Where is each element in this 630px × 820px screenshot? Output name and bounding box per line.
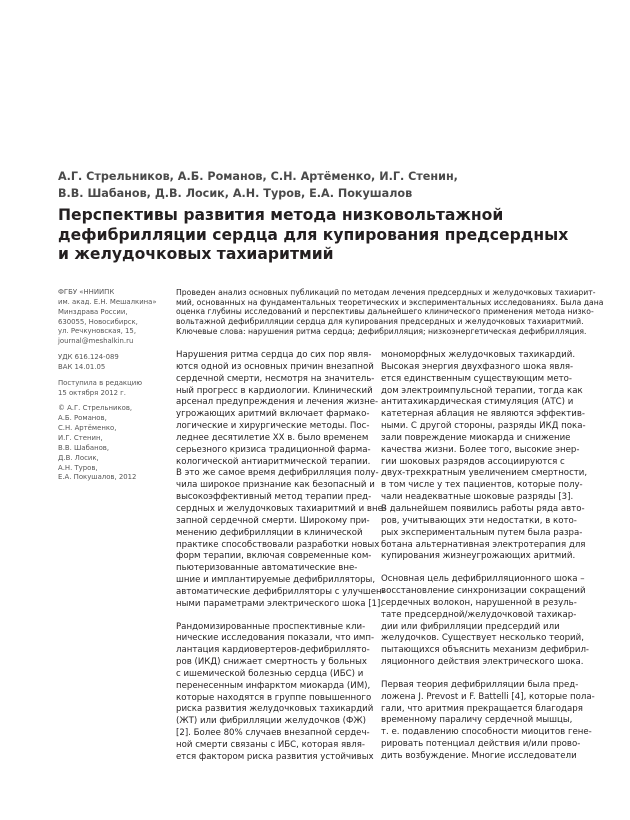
body-text-line: желудочков. Существует несколько теорий, [381,633,584,644]
body-text-line: ными параметрами электрического шока [1]. [176,598,384,609]
udc-code: УДК 616.124-089 [58,353,119,362]
body-text-line: шние и имплантируемые дефибрилляторы, [176,575,376,586]
author-line: В.В. Шабанов, Д.В. Лосик, А.Н. Туров, Е.А. Покушалов [58,187,413,200]
article-sidebar [58,288,158,489]
body-text-line: восстановление синхронизации сокращений [381,586,586,597]
classification-codes [58,353,158,373]
body-text-line: гали, что аритмия прекращается благодаря [381,703,583,714]
title-line: и желудочковых тахиаритмий [58,245,334,263]
received-line: Поступила в редакцию [58,378,143,387]
body-text-line: ляционного действия электрического шока. [381,657,584,668]
body-text-line: ложена J. Prevost и F. Battelli [4], которые пола- [381,691,595,702]
body-text-line: с ишемической болезнью сердца (ИБС) и [176,668,364,679]
title-line: дефибрилляции сердца для купирования предсердных [58,225,569,244]
body-text-line: антитахикардическая стимуляция (АТС) и [381,397,574,408]
body-text-line: риска развития желудочковых тахикардий [176,704,374,715]
copyright-line: Д.В. Лосик, [58,453,99,462]
body-text-line: гии шоковых разрядов ассоциируются с [381,456,565,467]
body-text-line: Рандомизированные проспективные кли- [176,621,366,632]
body-text-line: ной смерти связаны с ИБС, которая явля- [176,740,365,750]
body-text-line: пытающихся объяснить механизм дефибрил- [381,645,590,656]
body-text-line: дить возбуждение. Многие исследователи [381,751,577,761]
body-paragraph [381,679,595,763]
body-paragraph [381,350,588,563]
title-line: Перспективы развития метода низковольтажной [58,206,504,224]
body-text-line: качества жизни. Более того, высокие энер- [381,444,580,455]
body-text-line: высокоэффективный метод терапии пред- [176,492,372,503]
vak-code: ВАК 14.01.05 [58,362,106,371]
affiliation-line: Минздрава России, [58,307,128,316]
body-text-line: ются одной из основных причин внезапной [176,361,374,372]
body-text-line: ется единственным существующим мето- [381,373,573,384]
affiliation-line: ФГБУ «ННИИПК [58,288,115,296]
body-paragraph [381,574,590,669]
body-column-left [176,350,386,775]
body-text-line: чила широкое признание как безопасный и [176,480,375,491]
body-text-line: рых экспериментальным путем была разра- [381,527,583,538]
body-text-line: серьезного кризиса традиционной фарма- [176,444,371,455]
affiliation-block [58,288,158,347]
body-text-line: ется фактором риска развития устойчивых [176,751,374,762]
author-list [58,168,598,202]
body-text-line: ров (ИКД) снижает смертность у больных [176,657,367,668]
article-title [58,206,598,265]
body-text-line: ными. С другой стороны, разряды ИКД пока- [381,421,586,432]
received-line: 15 октября 2012 г. [58,388,126,397]
body-text-line: менению дефибрилляции в клинической [176,527,363,538]
body-text-line: катетерная аблация не являются эффектив- [381,409,585,420]
body-text-line: арсенал предупреждения и лечения жизне- [176,397,379,408]
body-text-line: в том числе у тех пациентов, которые полу- [381,480,583,491]
body-text-line: автоматические дефибрилляторы с улучшен- [176,586,385,597]
body-paragraph [176,621,375,764]
body-text-line: которые находятся в группе повышенного [176,692,372,703]
copyright-block [58,404,158,483]
abstract [176,288,604,336]
body-text-line: ров, учитывающих эти недостатки, в кото- [381,515,577,526]
contact-email: journal@meshalkin.ru [58,337,134,346]
copyright-line: С.Н. Артёменко, [58,424,117,433]
body-text-line: кологической антиаритмической терапии. [176,456,371,467]
body-text-line: ный прогресс в кардиологии. Клинический [176,385,373,396]
abstract-line: мий, основанных на фундаментальных теоретических и экспериментальных исследованиях. Была дана [176,297,604,307]
body-text-line: дом электроимпульсной терапии, тогда как [381,385,583,396]
keywords-line: Ключевые слова: нарушения ритма сердца; дефибрилляция; низкоэнергетическая дефибрилляция. [176,326,587,336]
body-text-line: дии или фибрилляции предсердий или [381,621,560,632]
body-text-line: (ЖТ) или фибрилляции желудочков (ФЖ) [176,716,367,727]
body-text-line: сердечных волокон, нарушенной в резуль- [381,597,577,608]
body-text-line: В это же самое время дефибрилляция полу- [176,468,379,479]
body-text-line: купирования жизнеугрожающих аритмий. [381,551,576,562]
body-text-line: ботана альтернативная электротерапия для [381,539,586,550]
body-text-line: Нарушения ритма сердца до сих пор явля- [176,350,372,360]
body-text-line: угрожающих аритмий включает фармако- [176,409,370,420]
body-text-line: тате предсердной/желудочковой тахикар- [381,609,577,620]
body-text-line: В дальнейшем появились работы ряда авто- [381,503,585,514]
received-date [58,379,158,399]
body-text-line: леднее десятилетие XX в. было временем [176,432,369,443]
body-paragraph [176,350,386,611]
abstract-line: вольтажной дефибрилляции сердца для купирования предсердных и желудочковых тахиаритмий. [176,316,584,326]
body-text-line: т. е. подавлению способности миоцитов гене- [381,727,592,738]
body-text-line: Основная цель дефибрилляционного шока – [381,574,585,585]
body-text-line: чали неадекватные шоковые разряды [3]. [381,492,574,503]
body-text-line: форм терапии, включая современные ком- [176,551,372,562]
body-text-line: сердных и желудочковых тахиаритмий и вне- [176,503,386,514]
copyright-line: И.Г. Стенин, [58,433,103,442]
body-text-line: Высокая энергия двухфазного шока явля- [381,361,574,372]
body-column-right [381,350,595,774]
affiliation-line: ул. Речкуновская, 15, [58,327,137,336]
body-text-line: перенесенным инфарктом миокарда (ИМ), [176,680,371,691]
affiliation-line: 630055, Новосибирск, [58,317,138,326]
copyright-line: В.В. Шабанов, [58,443,110,452]
body-text-line: лантация кардиовертеров-дефибриллято- [176,645,370,656]
copyright-line: © А.Г. Стрельников, [58,404,133,413]
body-text-line: временному параличу сердечной мышцы, [381,715,573,726]
body-text-line: мономорфных желудочковых тахикардий. [381,350,576,360]
body-text-line: пьютеризованные автоматические вне- [176,563,358,574]
copyright-line: А.Б. Романов, [58,414,107,423]
body-text-line: [2]. Более 80% случаев внезапной сердеч- [176,728,370,739]
body-text-line: логические и хирургические методы. Пос- [176,421,370,432]
body-text-line: двух-трехкратным увеличением смертности, [381,468,588,479]
abstract-line: оценка глубины исследований и перспективы дальнейшего клинического применения метода низко- [176,307,594,317]
copyright-line: А.Н. Туров, [58,463,98,472]
author-line: А.Г. Стрельников, А.Б. Романов, С.Н. Артёменко, И.Г. Стенин, [58,170,458,183]
body-text-line: сердечной смерти, несмотря на значитель- [176,373,375,384]
body-text-line: Первая теория дефибрилляции была пред- [381,679,579,690]
abstract-line: Проведен анализ основных публикаций по методам лечения предсердных и желудочковых тахиарит- [176,288,596,297]
body-text-line: зали повреждение миокарда и снижение [381,432,571,443]
body-text-line: рировать потенциал действия и/или прово- [381,739,581,750]
body-text-line: запной сердечной смерти. Широкому при- [176,515,370,526]
body-text-line: нические исследования показали, что имп- [176,633,375,644]
copyright-line: Е.А. Покушалов, 2012 [58,473,137,482]
body-text-line: практике способствовали разработки новых [176,539,380,550]
affiliation-line: им. акад. Е.Н. Мешалкина» [58,297,157,306]
